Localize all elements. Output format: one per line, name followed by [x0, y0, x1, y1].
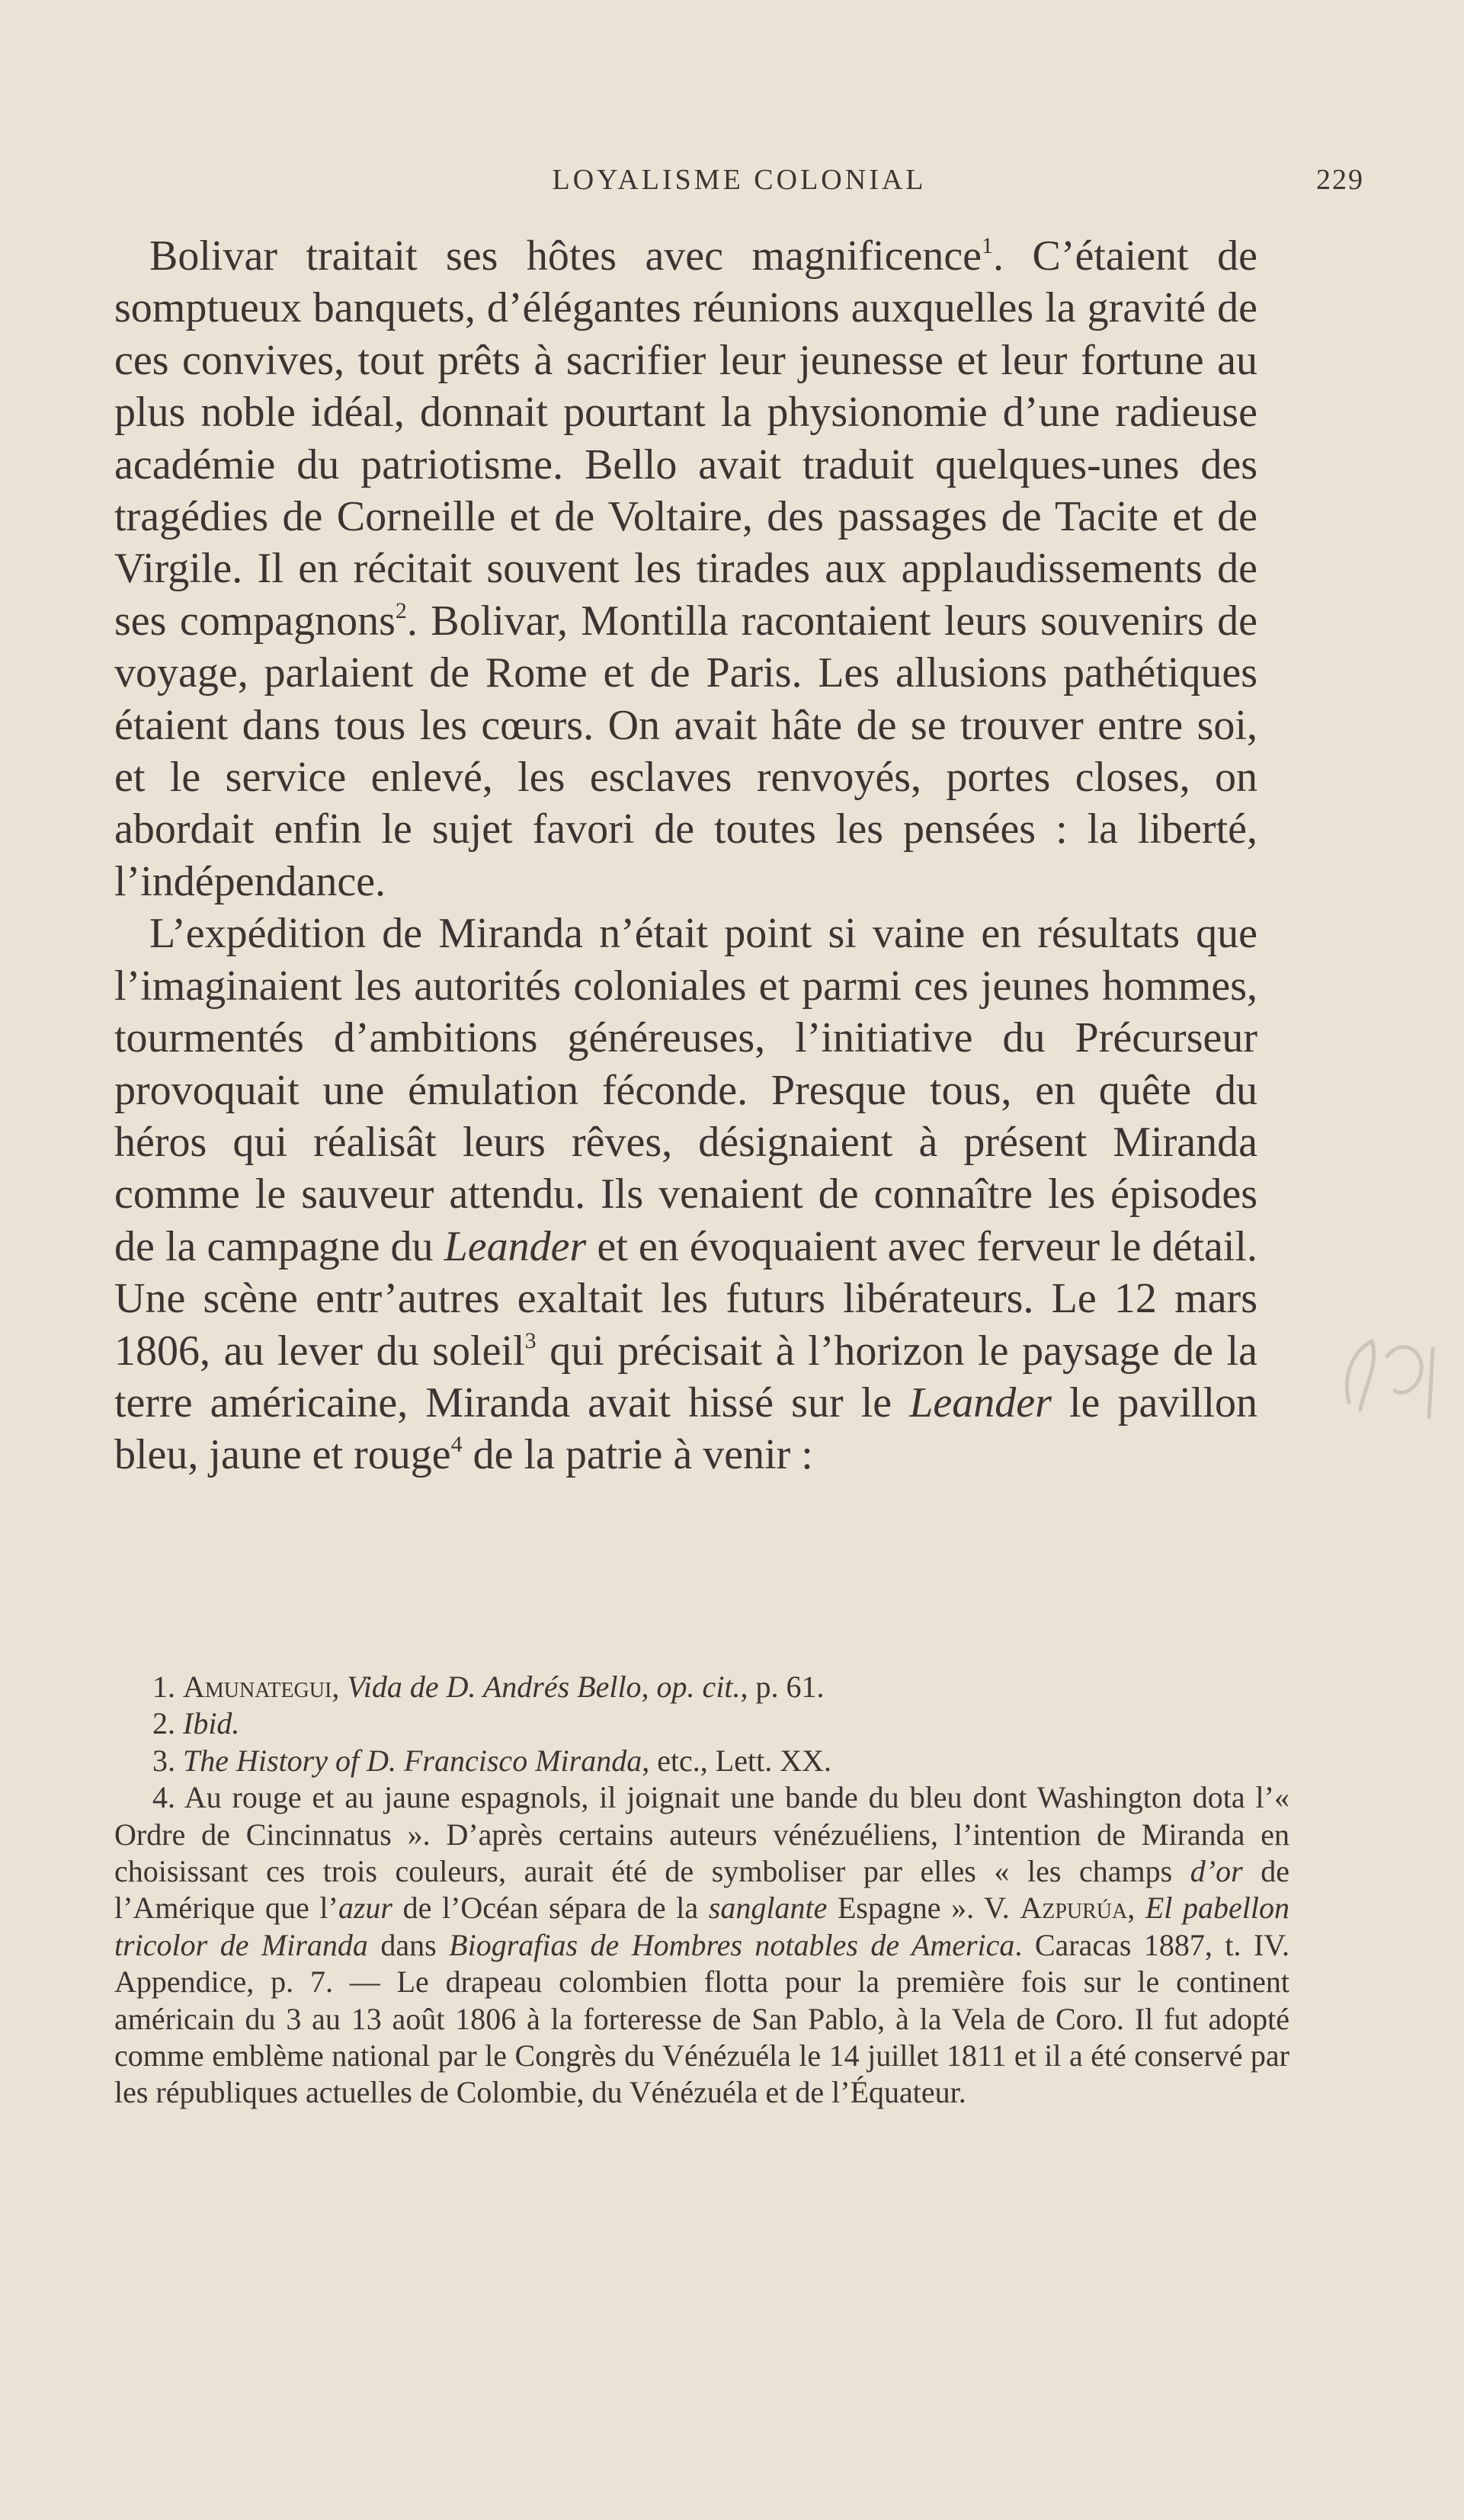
ship-name: Leander: [909, 1378, 1052, 1427]
footnote-2: 2. Ibid.: [152, 1706, 240, 1741]
footnotes: [114, 1669, 1289, 2112]
footnote-ref-1: 1: [982, 233, 994, 258]
footnote-4: 4. Au rouge et au jaune espagnols, il joignait une bande du bleu dont Washington dota l’« Ordre de Cincinnatus ». D’après certains auteurs vénézuéliens, l’intention de Miranda en choisissant ces trois couleurs, aurait été de symboliser par elles « les champs d’or de l’Amérique que l’azur de l’Océan sépara de la sanglante Espagne ». V. Azpurúa, El pabellon tricolor de Miranda dans Biografias de Hombres notables de America. Caracas 1887, t. IV. Appendice, p. 7. — Le drapeau colombien flotta pour la première fois sur le continent américain du 3 au 13 août 1806 à la forteresse de San Pablo, à la Vela de Coro. Il fut adopté comme emblème national par le Congrès du Vénézuéla le 14 juillet 1811 et il a été conservé par les républiques actuelles de Colombie, du Vénézuéla et de l’Équateur.: [114, 1780, 1290, 2110]
running-header: [114, 157, 1364, 203]
footnote-3: 3. The History of D. Francisco Miranda, etc., Lett. XX.: [152, 1743, 831, 1778]
ship-name: Leander: [444, 1222, 587, 1270]
footnote-ref-3: 3: [524, 1327, 537, 1353]
running-title: LOYALISME COLONIAL: [552, 164, 927, 196]
page-number: 229: [1316, 164, 1364, 196]
paragraph-2: L’expédition de Miranda n’était point si vaine en résultats que l’imaginaient les autorités coloniales et parmi ces jeunes hommes, tourmentés d’ambitions généreuses, l’initiative du Précurseur provoquait une émulation féconde. Presque tous, en quête du héros qui réalisât leurs rêves, désignaient à présent Miranda comme le sauveur attendu. Ils venaient de connaître les épisodes de la campagne du Leander et en évoquaient avec ferveur le détail. Une scène entr’autres exaltait les futurs libérateurs. Le 12 mars 1806, au lever du soleil$^3$ qui précisait à l’horizon le paysage de la terre américaine, Miranda avait hissé sur le Leander le pavillon bleu, jaune et rouge$^4$ de la patrie à venir :: [114, 910, 1258, 1479]
footnote-ref-4: 4: [450, 1432, 463, 1458]
paragraph-1: Bolivar traitait ses hôtes avec magnificence$^1$. C’étaient de somptueux banquets, d’élégantes réunions auxquelles la gravité de ces convives, tout prêts à sacrifier leur jeunesse et leur fortune au plus noble idéal, donnait pourtant la physionomie d’une radieuse académie du patriotisme. Bello avait traduit quelques-unes des tragédies de Corneille et de Voltaire, des passages de Tacite et de Virgile. Il en récitait souvent les tirades aux applaudissements de ses compagnons$^2$. Bolivar, Montilla racontaient leurs souvenirs de voyage, parlaient de Rome et de Paris. Les allusions pathétiques étaient dans tous les cœurs. On avait hâte de se trouver entre soi, et le service enlevé, les esclaves renvoyés, portes closes, on abordait enfin le sujet favori de toutes les pensées : la liberté, l’indépendance.: [114, 232, 1257, 905]
main-text: [114, 230, 1257, 1481]
footnote-1: 1. Amunategui, Vida de D. Andrés Bello, op. cit., p. 61.: [152, 1670, 825, 1704]
bleed-through-mark: [1326, 1311, 1448, 1433]
footnote-ref-2: 2: [395, 597, 407, 623]
